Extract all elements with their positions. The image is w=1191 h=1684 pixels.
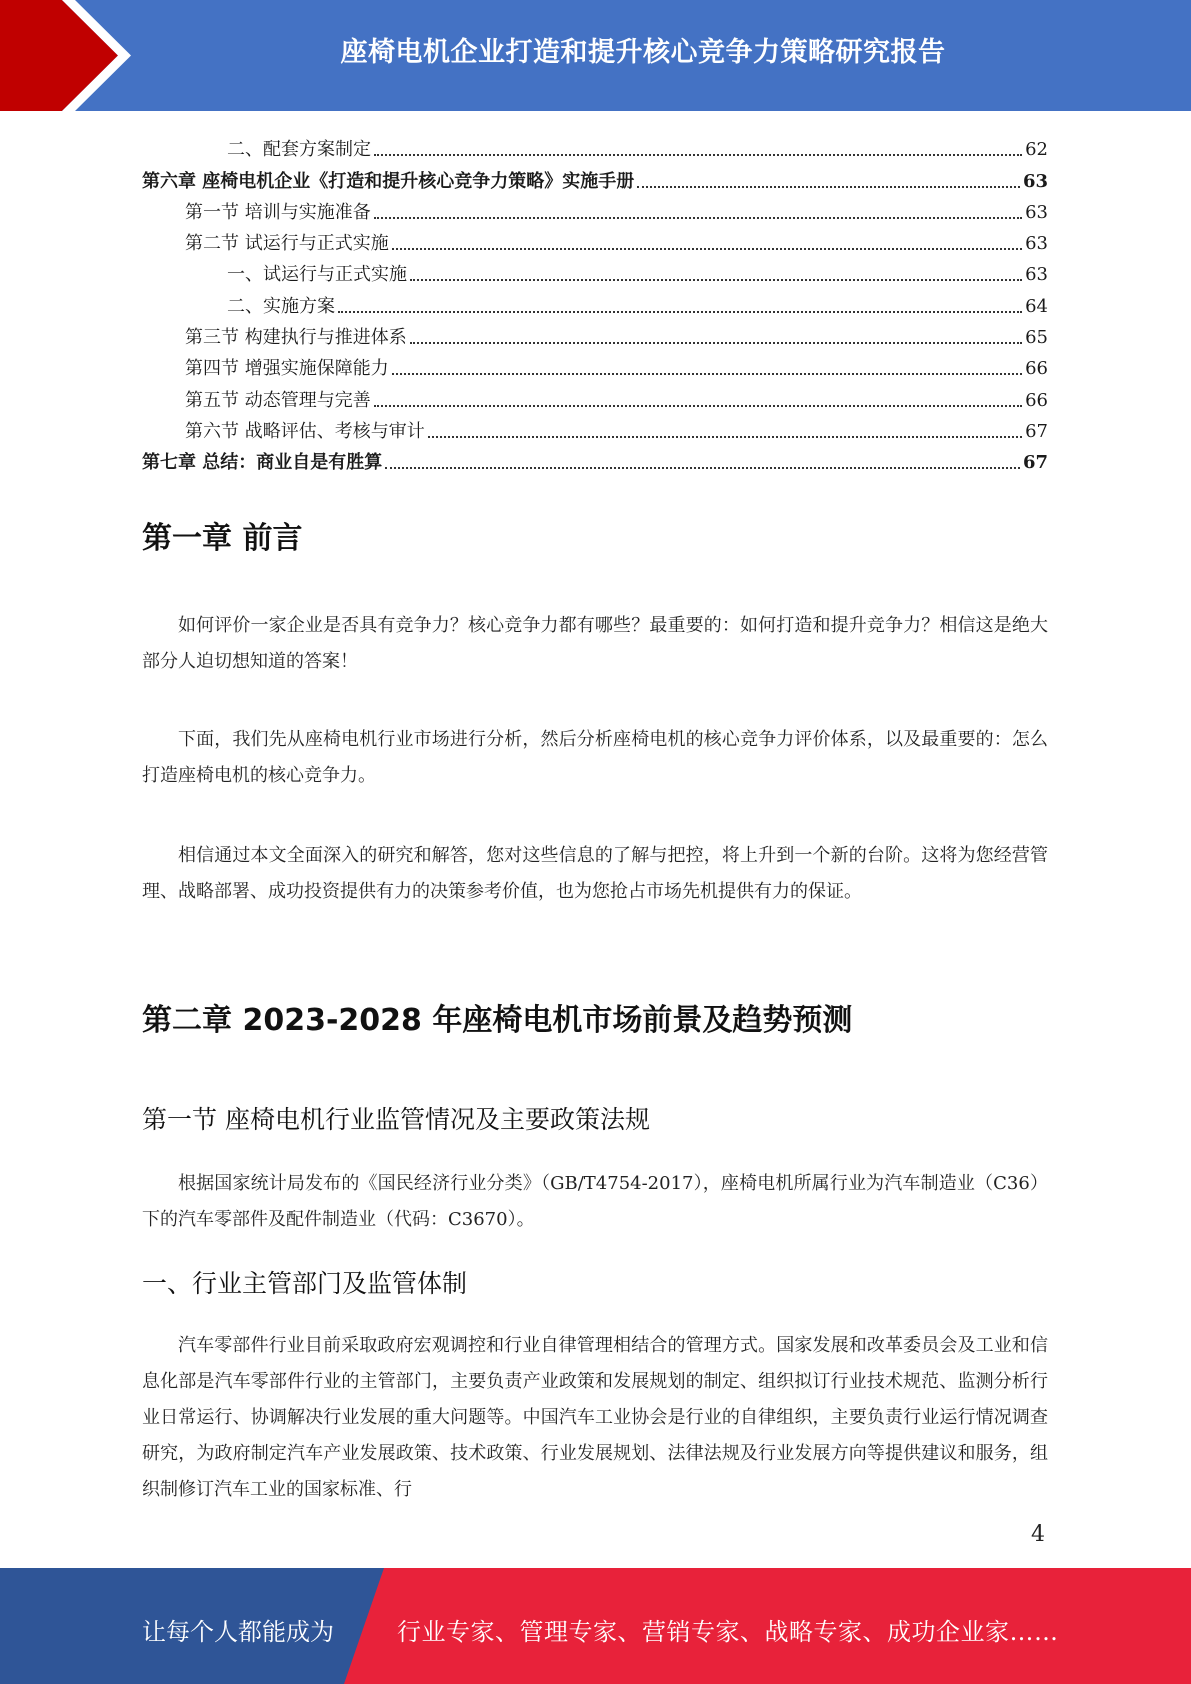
toc-leader-dots xyxy=(410,342,1022,344)
toc-entry[interactable] xyxy=(142,131,1048,162)
toc-entry-label: 第四节 增强实施保障能力 xyxy=(185,358,389,380)
toc-entry[interactable] xyxy=(142,319,1048,350)
toc-leader-dots xyxy=(374,154,1022,156)
toc-entry-page: 66 xyxy=(1025,389,1048,411)
toc-entry-label: 第三节 构建执行与推进体系 xyxy=(185,327,407,349)
subsection-1-paragraph: 汽车零部件行业目前采取政府宏观调控和行业自律管理相结合的管理方式。国家发展和改革委员会及工业和信息化部是汽车零部件行业的主管部门，主要负责产业政策和发展规划的制定、组织拟订行业技术规范、监测分析行业日常运行、协调解决行业发展的重大问题等。中国汽车工业协会是行业的自律组织，主要负责行业运行情况调查研究，为政府制定汽车产业发展政策、技术政策、行业发展规划、法律法规及行业发展方向等提供建议和服务，组织制修订汽车工业的国家标准、行 xyxy=(142,1335,1048,1500)
chapter-1-paragraph-3: 相信通过本文全面深入的研究和解答，您对这些信息的了解与把控，将上升到一个新的台阶。这将为您经营管理、战略部署、成功投资提供有力的决策参考价值，也为您抢占市场先机提供有力的保证。 xyxy=(142,845,1048,902)
toc-entry[interactable] xyxy=(142,350,1048,381)
section-1-heading: 第一节 座椅电机行业监管情况及主要政策法规 xyxy=(142,1105,650,1134)
toc-entry[interactable] xyxy=(142,162,1048,193)
toc-entry[interactable] xyxy=(142,381,1048,412)
chapter-2-heading: 第二章 2023-2028 年座椅电机市场前景及趋势预测 xyxy=(142,1003,853,1038)
page-footer xyxy=(0,1568,1191,1684)
toc-entry-page: 67 xyxy=(1022,452,1048,474)
toc-entry[interactable] xyxy=(142,256,1048,287)
footer-slogan-right: 行业专家、管理专家、营销专家、战略专家、成功企业家…… xyxy=(397,1618,1059,1646)
toc-entry-page: 65 xyxy=(1025,327,1048,349)
toc-entry-label: 第六章 座椅电机企业《打造和提升核心竞争力策略》实施手册 xyxy=(142,170,635,192)
toc-leader-dots xyxy=(374,217,1022,219)
toc-leader-dots xyxy=(392,373,1022,375)
toc-leader-dots xyxy=(428,436,1022,438)
toc-leader-dots xyxy=(392,248,1022,250)
toc-entry-label: 一、试运行与正式实施 xyxy=(227,264,407,286)
toc-entry-label: 第五节 动态管理与完善 xyxy=(185,389,371,411)
toc-entry-label: 二、配套方案制定 xyxy=(227,139,371,161)
chapter-1-heading: 第一章 前言 xyxy=(142,521,303,556)
footer-slogan-left: 让每个人都能成为 xyxy=(142,1618,334,1646)
toc-entry-page: 66 xyxy=(1025,358,1048,380)
toc-entry-label: 第二节 试运行与正式实施 xyxy=(185,233,389,255)
toc-entry-page: 63 xyxy=(1025,201,1048,223)
page-header xyxy=(0,0,1191,111)
toc-entry[interactable] xyxy=(142,287,1048,318)
subsection-1-heading: 一、行业主管部门及监管体制 xyxy=(142,1269,468,1298)
toc-entry-page: 62 xyxy=(1025,139,1048,161)
toc-entry-label: 第七章 总结：商业自是有胜算 xyxy=(142,452,383,474)
toc-entry-label: 第一节 培训与实施准备 xyxy=(185,201,371,223)
toc-entry-label: 第六节 战略评估、考核与审计 xyxy=(185,420,425,442)
toc-leader-dots xyxy=(338,311,1022,313)
toc-entry-page: 63 xyxy=(1025,233,1048,255)
toc-entry-page: 67 xyxy=(1025,420,1048,442)
toc-entry-page: 64 xyxy=(1025,295,1048,317)
toc-entry-label: 二、实施方案 xyxy=(227,295,335,317)
toc-leader-dots xyxy=(385,467,1020,469)
toc-leader-dots xyxy=(374,405,1022,407)
toc-entry[interactable] xyxy=(142,413,1048,444)
chapter-1-paragraph-2: 下面，我们先从座椅电机行业市场进行分析，然后分析座椅电机的核心竞争力评价体系，以及最重要的：怎么打造座椅电机的核心竞争力。 xyxy=(142,729,1048,786)
table-of-contents xyxy=(142,131,1048,475)
page-number: 4 xyxy=(1031,1522,1045,1547)
toc-entry-page: 63 xyxy=(1025,264,1048,286)
chapter-1-paragraph-1: 如何评价一家企业是否具有竞争力？核心竞争力都有哪些？最重要的：如何打造和提升竞争力？相信这是绝大部分人迫切想知道的答案！ xyxy=(142,615,1048,672)
toc-entry[interactable] xyxy=(142,444,1048,475)
toc-entry[interactable] xyxy=(142,194,1048,225)
toc-leader-dots xyxy=(637,186,1020,188)
toc-entry[interactable] xyxy=(142,225,1048,256)
toc-leader-dots xyxy=(410,279,1022,281)
report-title: 座椅电机企业打造和提升核心竞争力策略研究报告 xyxy=(340,37,946,68)
section-1-paragraph: 根据国家统计局发布的《国民经济行业分类》（GB/T4754-2017），座椅电机所属行业为汽车制造业（C36）下的汽车零部件及配件制造业（代码：C3670）。 xyxy=(142,1173,1048,1230)
toc-entry-page: 63 xyxy=(1022,170,1048,192)
